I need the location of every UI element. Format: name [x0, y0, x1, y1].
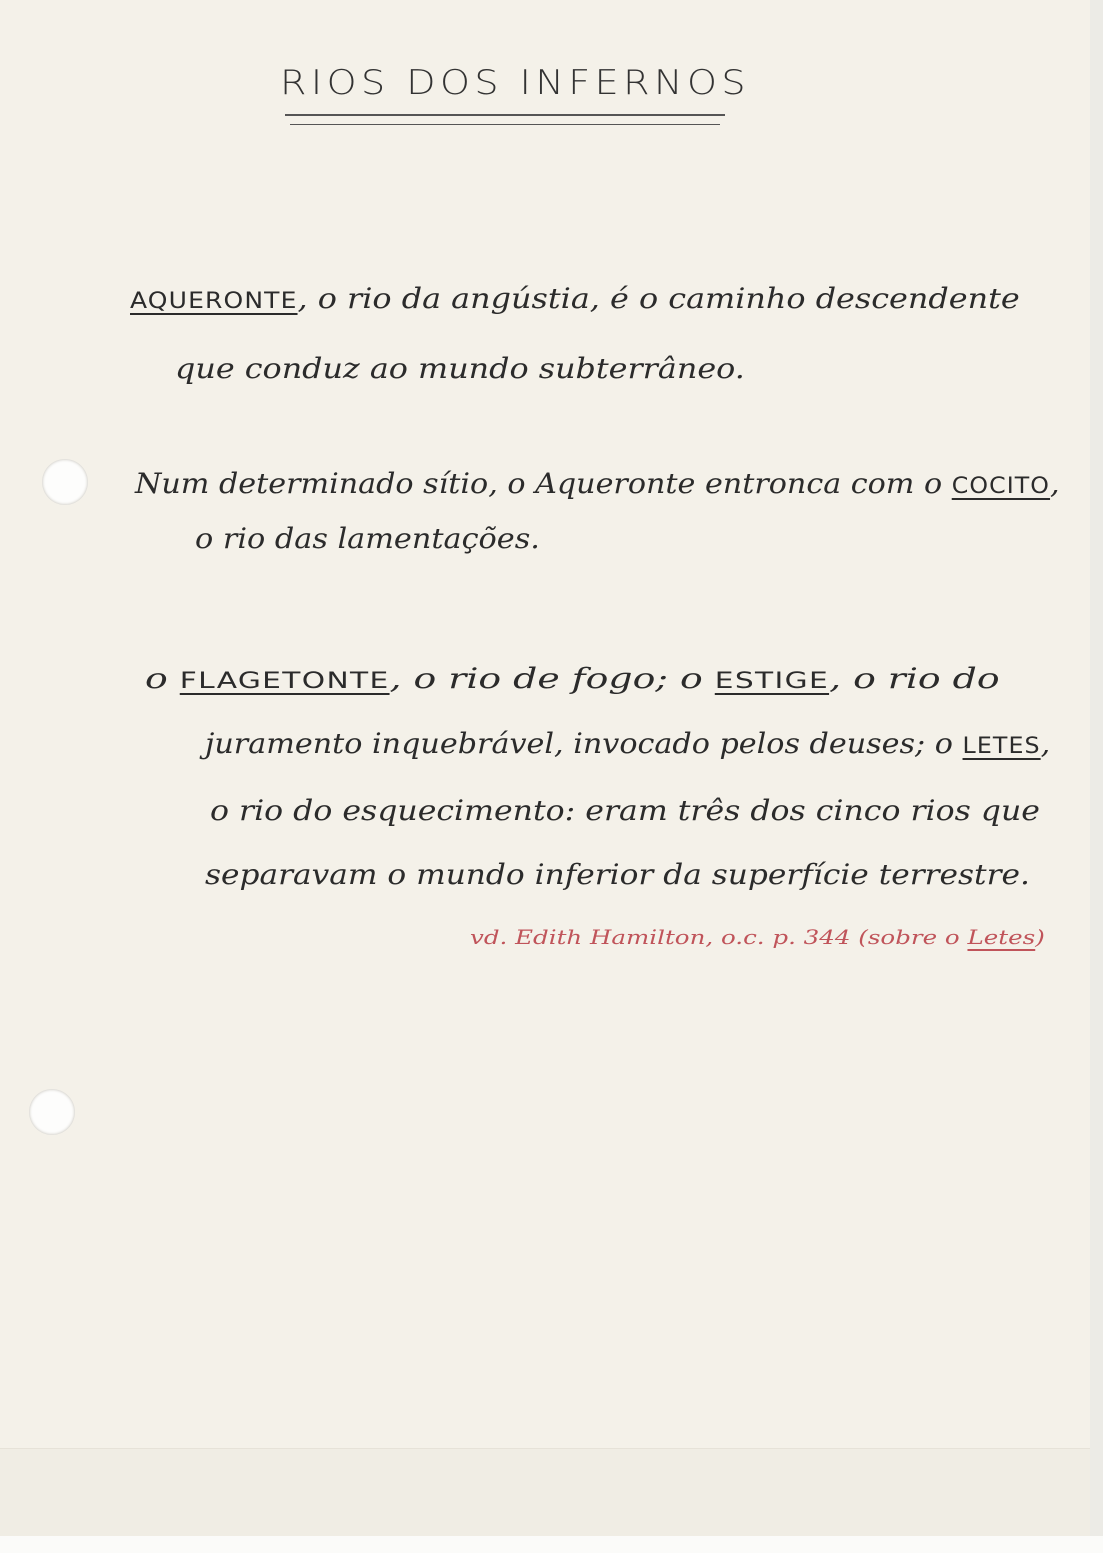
p2-line2: o rio das lamentações. — [195, 522, 540, 555]
p2-line1 — [135, 467, 1060, 504]
p3-line4: separavam o mundo inferior da superfície terrestre. — [205, 858, 1030, 891]
note-term-letes: Letes — [967, 925, 1036, 949]
reference-note — [470, 920, 1045, 954]
page-edge — [1090, 0, 1103, 1553]
p1-line1-text: , o rio da angústia, é o caminho descendente — [297, 282, 1020, 315]
p3-line2-text: juramento inquebrável, invocado pelos deuses; o — [205, 727, 963, 760]
term-aqueronte: AQUERONTE — [130, 289, 298, 314]
p3-line3: o rio do esquecimento: eram três dos cinco rios que — [210, 794, 1040, 827]
p3-line1-c: , o rio do — [829, 662, 1000, 695]
note-end: ) — [1035, 925, 1045, 949]
term-flagetonte: FLAGETONTE — [179, 669, 390, 694]
p3-line1-b: , o rio de fogo; o — [389, 662, 715, 695]
term-letes: LETES — [962, 734, 1041, 759]
page-title: RIOS DOS INFERNOS — [280, 63, 751, 103]
p3-line2 — [205, 727, 1050, 764]
p1-line1 — [130, 282, 1020, 319]
title-underline — [285, 114, 725, 116]
title-underline-second — [290, 124, 720, 125]
punch-hole-top — [42, 459, 88, 505]
p3-line2-end: , — [1040, 727, 1051, 760]
p3-line1 — [145, 662, 1000, 699]
p2-line1-end: , — [1050, 467, 1060, 500]
punch-hole-bottom — [29, 1089, 75, 1135]
bottom-edge — [0, 1536, 1103, 1553]
show-through-strip — [0, 1448, 1090, 1537]
term-estige: ESTIGE — [714, 669, 830, 694]
term-cocito: COCITO — [951, 474, 1051, 499]
note-text: vd. Edith Hamilton, o.c. p. 344 (sobre o — [470, 925, 968, 949]
p1-line2: que conduz ao mundo subterrâneo. — [175, 352, 745, 385]
p3-line1-a: o — [145, 662, 180, 695]
p2-line1-text: Num determinado sítio, o Aqueronte entronca com o — [135, 467, 952, 500]
